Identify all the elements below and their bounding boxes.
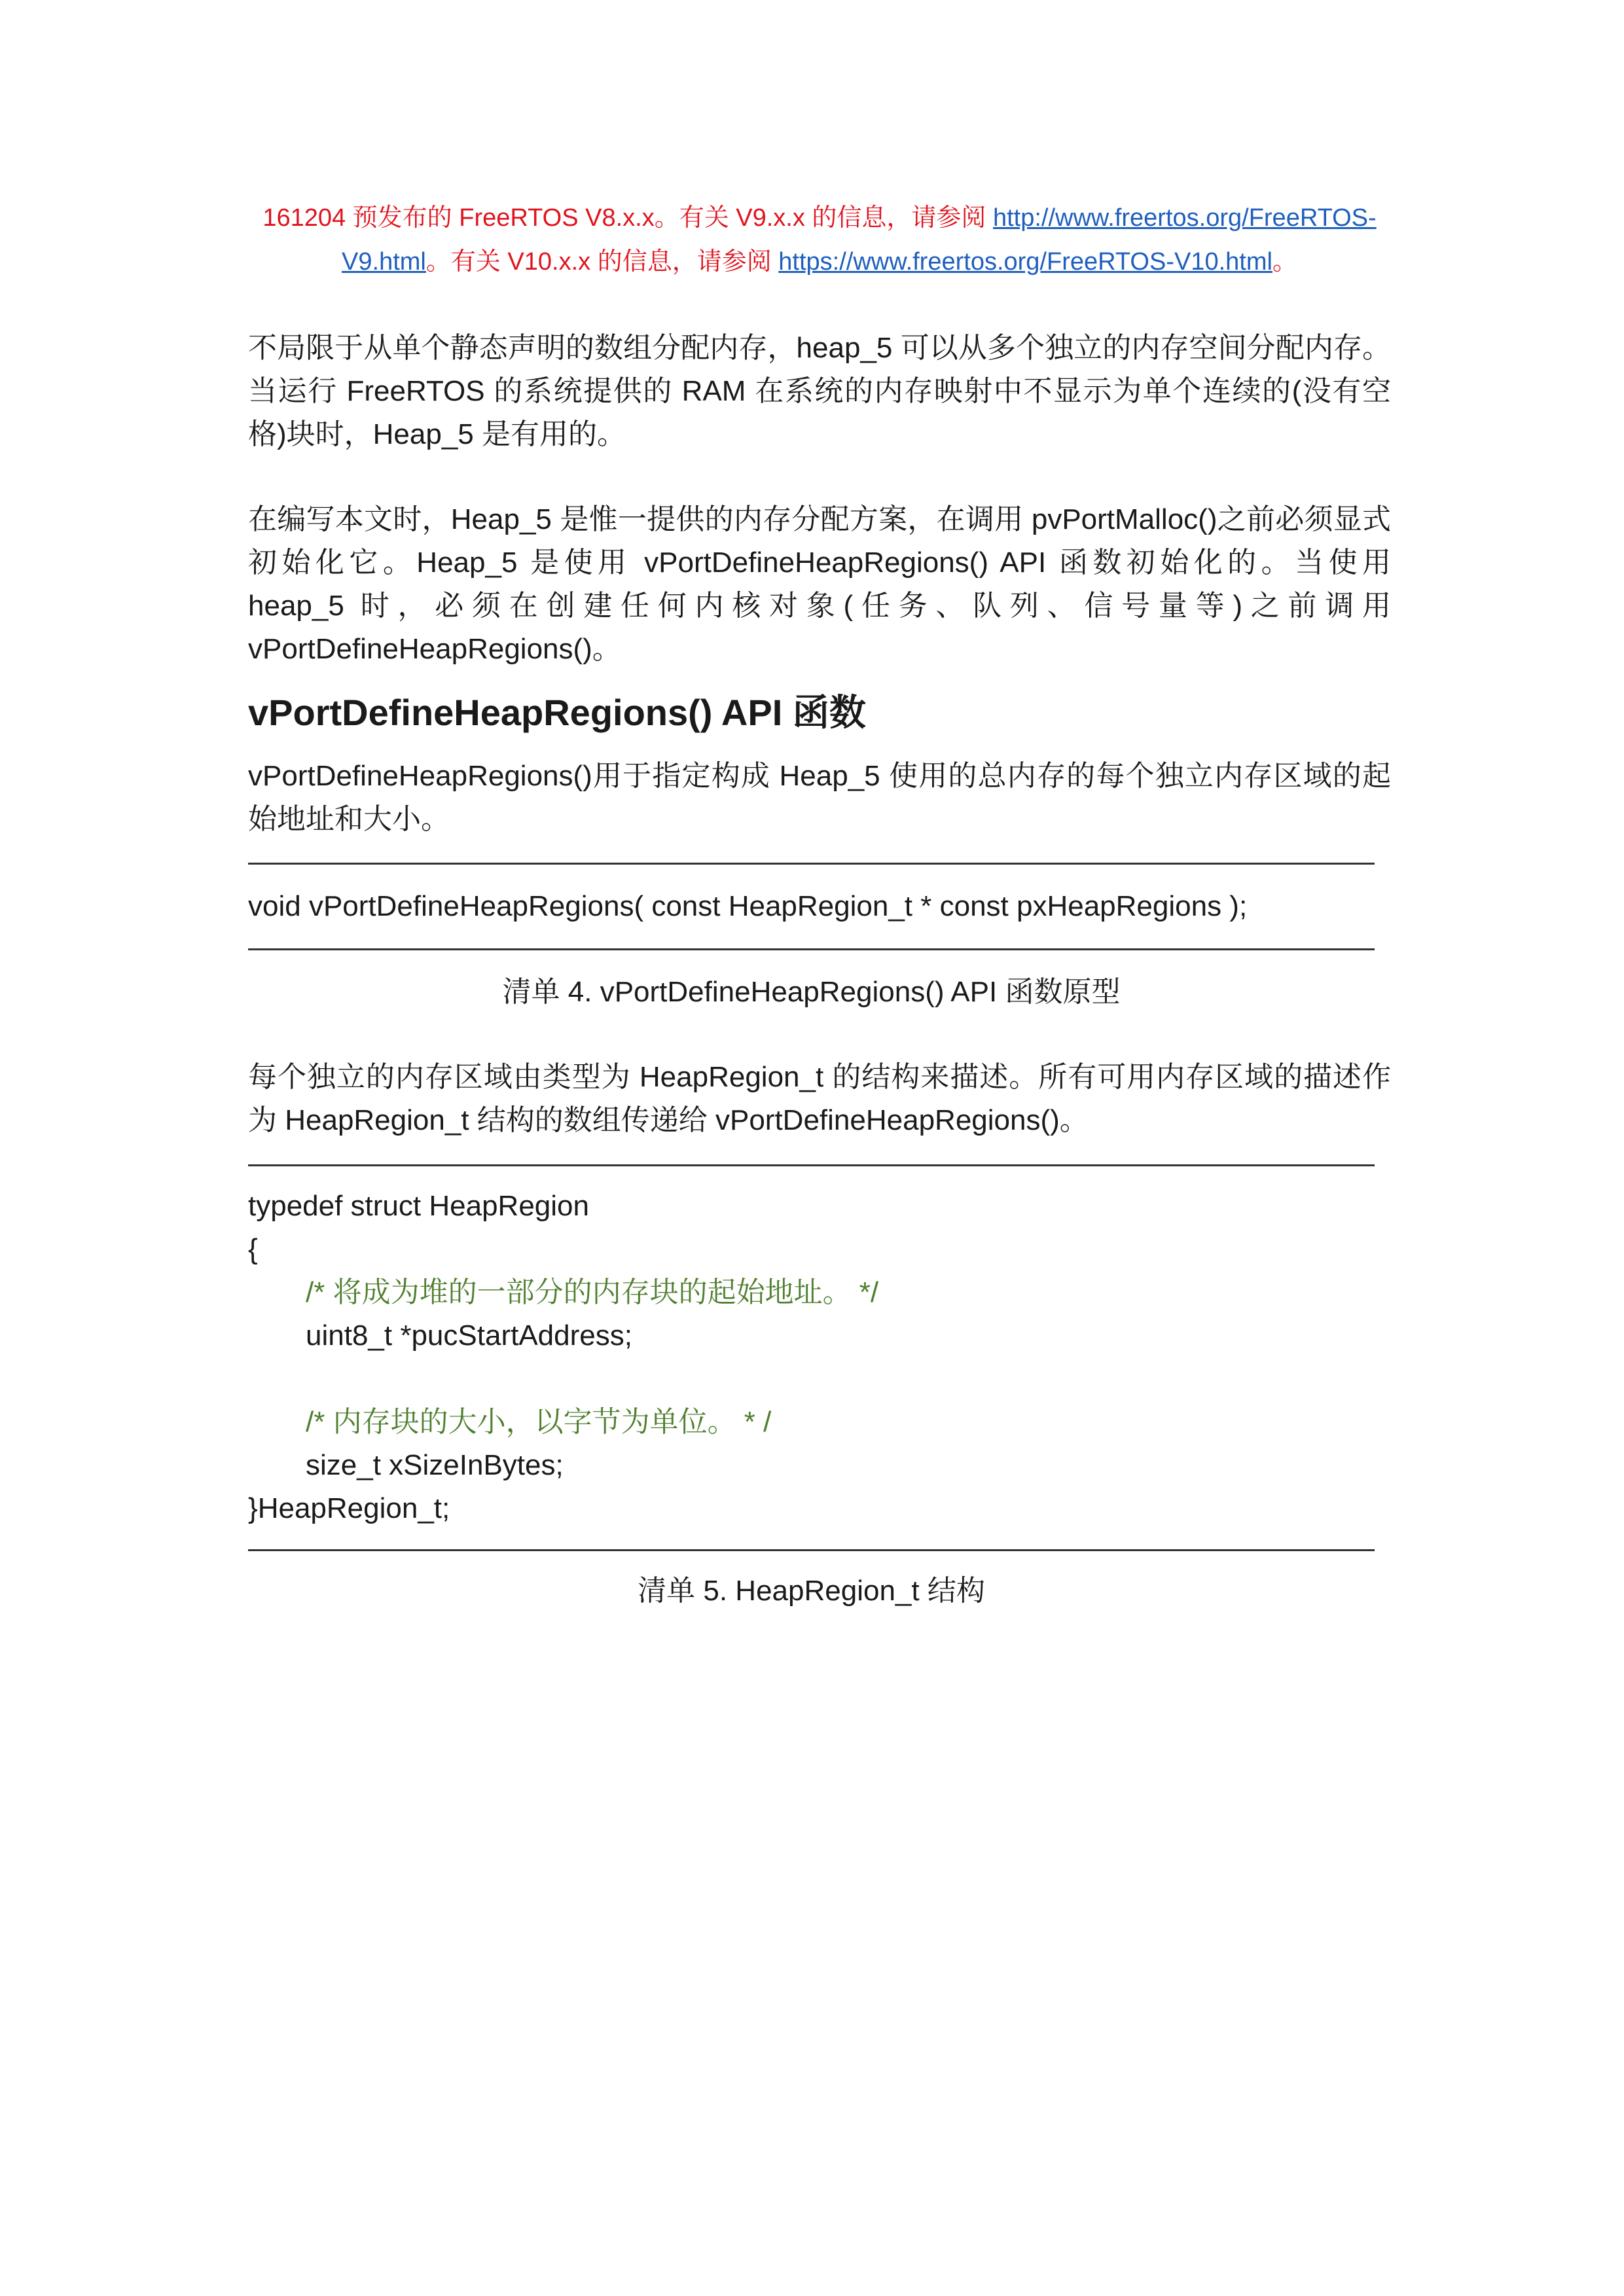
code-line: { xyxy=(248,1233,258,1265)
divider xyxy=(248,1549,1375,1551)
notice-text: 161204 预发布的 FreeRTOS V8.x.x。有关 V9.x.x 的信息，请参阅 xyxy=(262,204,993,232)
section-heading: vPortDefineHeapRegions() API 函数 xyxy=(248,692,866,733)
code-line: typedef struct HeapRegion xyxy=(248,1190,589,1222)
code-comment: /* 内存块的大小，以字节为单位。 * / xyxy=(306,1406,772,1438)
notice-text: 。有关 V10.x.x 的信息，请参阅 xyxy=(425,248,779,276)
code-line: size_t xSizeInBytes; xyxy=(306,1449,564,1481)
function-prototype: void vPortDefineHeapRegions( const HeapRegion_t * const pxHeapRegions ); xyxy=(248,890,1248,922)
section-intro: vPortDefineHeapRegions()用于指定构成 Heap_5 使用的总内存的每个独立内存区域的起始地址和大小。 xyxy=(248,760,1391,835)
paragraph-heap5-intro: 不局限于从单个静态声明的数组分配内存，heap_5 可以从多个独立的内存空间分配内存。当运行 FreeRTOS 的系统提供的 RAM 在系统的内存映射中不显示为单个连续的(没有空格)块时，Heap_5 是有用的。 xyxy=(248,332,1391,450)
version-notice xyxy=(248,196,1391,284)
notice-text: 。 xyxy=(1272,248,1297,276)
code-comment: /* 将成为堆的一部分的内存块的起始地址。 */ xyxy=(306,1276,879,1308)
code-blank-line xyxy=(248,1357,1391,1401)
v9-link[interactable]: http://www.freertos.org/FreeRTOS-V9.html xyxy=(342,204,1377,276)
struct-code-listing xyxy=(248,1185,1391,1530)
v10-link[interactable]: https://www.freertos.org/FreeRTOS-V10.html xyxy=(778,248,1272,276)
code-line: uint8_t *pucStartAddress; xyxy=(306,1319,632,1352)
divider xyxy=(248,948,1375,950)
heapregion-description: 每个独立的内存区域由类型为 HeapRegion_t 的结构来描述。所有可用内存区域的描述作为 HeapRegion_t 结构的数组传递给 vPortDefineHeapRegions()。 xyxy=(248,1061,1391,1136)
divider xyxy=(248,863,1375,865)
listing-4-caption: 清单 4. vPortDefineHeapRegions() API 函数原型 xyxy=(502,976,1121,1008)
code-line: }HeapRegion_t; xyxy=(248,1492,450,1524)
paragraph-heap5-init: 在编写本文时，Heap_5 是惟一提供的内存分配方案，在调用 pvPortMalloc()之前必须显式初始化它。Heap_5 是使用 vPortDefineHeapRegions() API 函数初始化的。当使用 heap_5 时，必须在创建任何内核对象(任务、队列、信号量等)之前调用 vPortDefineHeapRegions()。 xyxy=(248,503,1391,665)
listing-5-caption: 清单 5. HeapRegion_t 结构 xyxy=(638,1575,985,1607)
divider xyxy=(248,1164,1375,1166)
